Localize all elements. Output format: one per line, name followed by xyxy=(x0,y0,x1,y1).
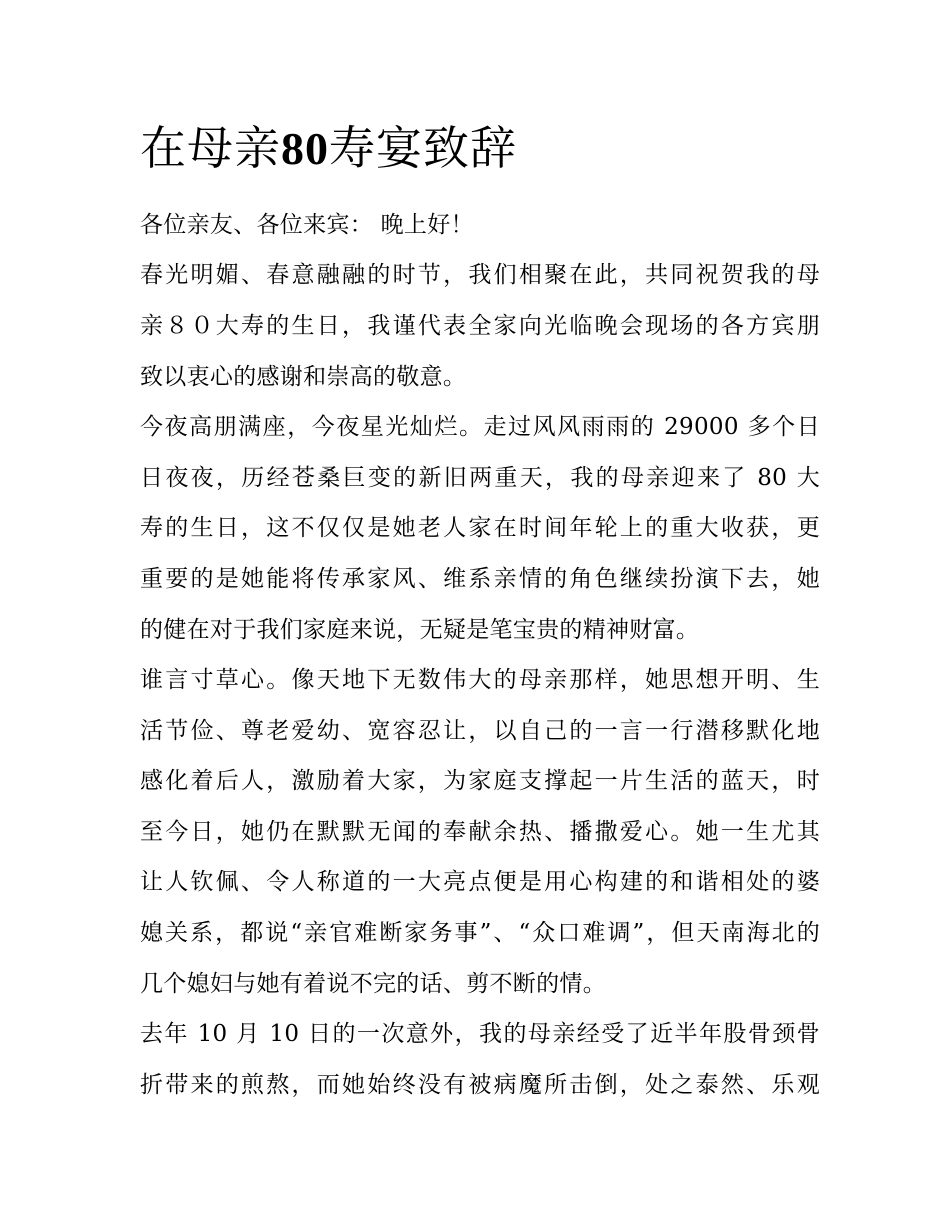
body-line: 重要的是她能将传承家风、维系亲情的角色继续扮演下去，她 xyxy=(140,566,820,592)
body-line: 去年 10 月 10 日的一次意外，我的母亲经受了近半年股骨颈骨 xyxy=(140,1021,820,1047)
body-line: 致以衷心的感谢和崇高的敬意。 xyxy=(140,364,467,390)
body-line: 至今日，她仍在默默无闻的奉献余热、播撒爱心。她一生尤其 xyxy=(140,819,820,845)
body-line: 折带来的煎熬，而她始终没有被病魔所击倒，处之泰然、乐观 xyxy=(140,1072,820,1098)
title-number: 80 xyxy=(281,123,329,174)
body-line: 几个媳妇与她有着说不完的话、剪不断的情。 xyxy=(140,971,606,997)
body-line: 媳关系，都说“亲官难断家务事”、“众口难调”，但天南海北的 xyxy=(140,920,820,946)
greeting-line: 各位亲友、各位来宾： 晚上好！ xyxy=(140,212,474,238)
body-line: 日夜夜，历经苍桑巨变的新旧两重天，我的母亲迎来了 80 大 xyxy=(140,465,820,491)
body-line: 感化着后人，激励着大家，为家庭支撑起一片生活的蓝天，时 xyxy=(140,768,820,794)
title-suffix: 寿宴致辞 xyxy=(329,121,517,175)
body-line: 今夜高朋满座，今夜星光灿烂。走过风风雨雨的 29000 多个日 xyxy=(140,414,820,440)
document-title xyxy=(140,118,517,179)
body-line: 谁言寸草心。像天地下无数伟大的母亲那样，她思想开明、生 xyxy=(140,667,820,693)
body-line: 让人钦佩、令人称道的一大亮点便是用心构建的和谐相处的婆 xyxy=(140,869,820,895)
body-line: 亲８０大寿的生日，我谨代表全家向光临晚会现场的各方宾朋 xyxy=(140,313,820,339)
body-line: 活节俭、尊老爱幼、宽容忍让，以自己的一言一行潜移默化地 xyxy=(140,718,820,744)
body-line: 春光明媚、春意融融的时节，我们相聚在此，共同祝贺我的母 xyxy=(140,262,820,288)
title-prefix: 在母亲 xyxy=(140,121,281,175)
body-line: 寿的生日，这不仅仅是她老人家在时间年轮上的重大收获，更 xyxy=(140,515,820,541)
body-line: 的健在对于我们家庭来说，无疑是笔宝贵的精神财富。 xyxy=(140,617,700,643)
